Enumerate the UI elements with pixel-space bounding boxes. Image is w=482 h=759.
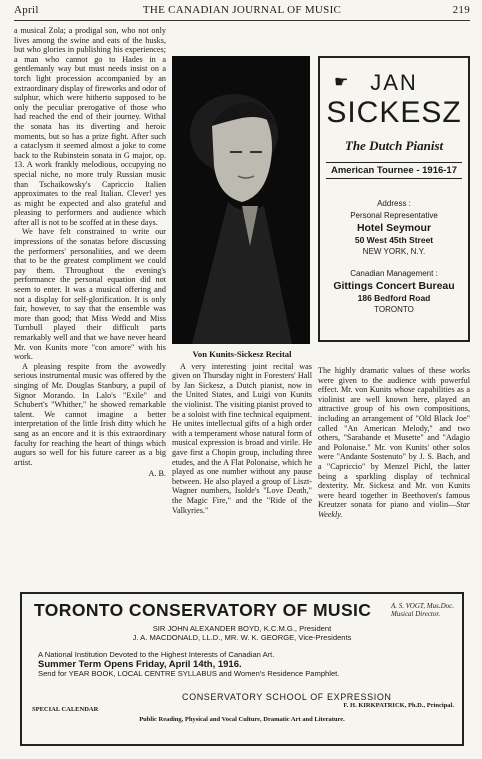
director-name: A. S. VOGT, Mus.Doc. <box>390 602 454 610</box>
ad-management-block <box>320 268 468 316</box>
article-heading: Von Kunits-Sickesz Recital <box>192 349 292 359</box>
header-page-number: 219 <box>452 4 470 16</box>
source-credit: Star Weekly. <box>318 500 470 519</box>
paragraph: A very interesting joint recital was given on Thursday night in Foresters' Hall by Jan Sickesz, a Dutch pianist, now in the United States, and Luigi von Kunits the violinist. The visiting pianist proved to be a soloist with fine technical equipment. He unites intellectual gifts of a high order with a temperament whose natural form of musical expression is broad and virile. He gave first a Chopin group, including three etudes, and the A Flat Polonaise, which he played as one number without any pause between. He also played a group of Liszt-Wagner numbers, Isolde's "Love Death," the Magic Fire," and the "Ride of the Valkyries." <box>172 361 312 515</box>
address-label: Address : <box>377 199 411 208</box>
conservatory-title: TORONTO CONSERVATORY OF MUSIC <box>34 600 372 620</box>
ad-surname: SICKESZ <box>326 96 462 129</box>
president-line: SIR JOHN ALEXANDER BOYD, K.C.M.G., President <box>152 624 332 633</box>
officers-block <box>22 624 462 642</box>
national-line: A National Institution Devoted to the Highest Interests of Canadian Art. <box>38 650 275 659</box>
ad-subtitle: The Dutch Pianist <box>344 138 444 153</box>
paragraph <box>318 366 470 520</box>
portrait-photo <box>172 56 310 344</box>
send-line: Send for YEAR BOOK, LOCAL CENTRE SYLLABUS and Women's Residence Pamphlet. <box>38 669 340 678</box>
paragraph-text: The highly dramatic values of these works were given to the audience with powerful effect. Mr. von Kunits whose capabilities as a violinist are well known here, played an attractive group of his own compositions, including an arrangement of "Old Black Joe" called "An American Melody," and two others, "Sarabande et Musette" and "Adagio and Polonaise." Mr. von Kunits' other solos were "Andante Sostenuto" by J. S. Bach, and a "Capriccio" by Menzel Pichl, the latter being a sparkling display of technical dexterity. Mr. Sickesz and Mr. von Kunits were heard together in Beethoven's famous Kreutzer sonata for piano and violin— <box>318 366 470 510</box>
ad-first-name: JAN <box>370 70 418 95</box>
paragraph: a musical Zola; a prodigal son, who not only lives among the swine and eats of the husks, but who glories in publishing his experiences; a man who cannot go to Hades in a gentlemanly way but must needs insist on a torch light procession accompanied by an extraordinary display of fireworks and odor of sulphur, which were hitherto supposed to be only the peculiar prerogative of those who had reached the end of their journey. Withal the sonata has its diverting and heroic moments, but so has a prize fight. After such a cataclysm it seemed almost a joke to come back to the Rubinstein sonata in G major, op. 13. A work frankly melodious, occupying no special niche, no more truly Russian music than Tschaikowsky's Capriccio Italien approximates to the real Italian. Clever! yes as might be expected and also grateful and pleasing to performers and audience which after all is not to be scoffed at in these days. <box>14 26 166 227</box>
summer-term-line: Summer Term Opens Friday, April 14th, 1916. <box>38 658 242 670</box>
conservatory-advertisement <box>20 592 464 746</box>
paragraph: We have felt constrained to write our impressions of the sonatas before discussing the performers' personalities, and we deem that to be the greatest compliment we could pay them. Throughout the evening's performance the personal equation did not seem to enter. It was a musical offering and not a display for self-glorification. It is only fair, however, to say that the ensemble was more than good; that Miss Wedd and Miss Turnbull played their difficult parts remarkably well and that we have never heard Mr. von Kunits more "con amore" with his work. <box>14 227 166 362</box>
portrait-image <box>172 56 310 344</box>
vice-presidents-line: J. A. MACDONALD, LL.D., MR. W. K. GEORGE, Vice-Presidents <box>132 633 352 643</box>
sickesz-advertisement <box>318 56 470 342</box>
running-header <box>14 4 470 18</box>
article-column-right <box>318 366 470 520</box>
header-rule <box>14 20 470 21</box>
article-column-left <box>14 26 166 479</box>
header-month: April <box>14 4 39 16</box>
street-address: 50 West 45th Street <box>354 235 434 245</box>
principal-credit: F. H. KIRKPATRICK, Ph.D., Principal. <box>343 702 454 709</box>
management-label: Canadian Management : <box>350 269 438 278</box>
director-credit <box>391 602 454 618</box>
term-notice <box>38 650 339 679</box>
director-role: Musical Director. <box>390 610 441 618</box>
subjects-line: Public Reading, Physical and Vocal Culture, Dramatic Art and Literature. <box>139 716 345 723</box>
paragraph: A pleasing respite from the avowedly serious instrumental music was offered by the singing of Mr. Douglas Stanbury, a pupil of Signor Morando. In Lalo's "Exile" and Schubert's "Whither," he showed remarkable talent. We cannot imagine a better interpretation of the little Irish ditty which he sang as an encore and it is this extraordinary faculty for reaching the heart of things which augurs so well for his future career as a big artist. <box>14 361 166 467</box>
header-journal-title: THE CANADIAN JOURNAL OF MUSIC <box>142 4 342 16</box>
bureau-name: Gittings Concert Bureau <box>333 280 455 292</box>
special-calendar: SPECIAL CALENDAR <box>32 706 99 713</box>
bureau-address: 186 Bedford Road <box>357 293 431 303</box>
hotel-name: Hotel Seymour <box>356 222 432 234</box>
article-column-middle <box>172 350 312 515</box>
ad-tour: American Tournee - 1916-17 <box>326 162 462 179</box>
signature: A. B. <box>148 469 166 479</box>
ad-address-block <box>320 198 468 258</box>
city: NEW YORK, N.Y. <box>362 247 426 256</box>
bureau-city: TORONTO <box>374 305 414 314</box>
pointing-hand-icon: ☛ <box>334 74 349 91</box>
representative-label: Personal Representative <box>350 211 438 220</box>
school-of-expression: CONSERVATORY SCHOOL OF EXPRESSION <box>182 692 392 702</box>
